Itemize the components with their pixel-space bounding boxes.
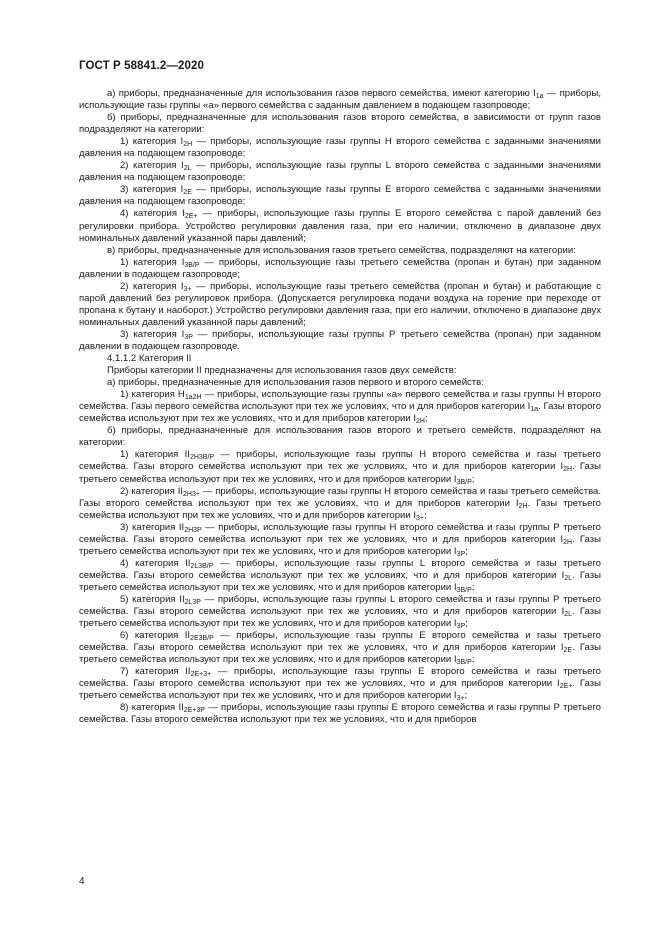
paragraph: 1) категория $I_{3B/P}$ — приборы, использующие газы третьего семейства (пропан и бутан) при заданном давлении в подающем газопроводе; <box>79 256 602 280</box>
page-number: 4 <box>79 876 85 887</box>
paragraph: 3) категория $II_{2H3P}$ — приборы, использующие газы группы Н второго семейства и газы группы Р третьего семейства. Газы второго семейства используют при тех же условиях, что и для приборов категории $I_{2H}$. Газы третьего семейства используют при тех же условиях, что и для приборов категории $I_{3P}$; <box>79 521 601 558</box>
paragraph: а) приборы, предназначенные для использования газов первого и второго семейств: <box>107 377 484 389</box>
paragraph: 7) категория $II_{2E+3+}$ — приборы, использующие газы группы Е второго семейства и газы третьего семейства. Газы второго семейства используют при тех же условиях, что и для приборов категории $I_{2E+}$. Газы третьего семейства используют при тех же условиях, что и для приборов категории $I_{3+}$; <box>79 666 601 703</box>
document-header: ГОСТ Р 58841.2—2020 <box>79 60 204 72</box>
paragraph: 3) категория $I_{3P}$ — приборы, использующие газы группы Р третьего семейства (пропан) при заданном давлении в подающем газопроводе. <box>79 328 601 352</box>
paragraph: 5) категория $II_{2L3P}$ — приборы, использующие газы группы L второго семейства и газы группы Р третьего семейства. Газы второго семейства используют при тех же условиях, что и для приборов категории $I_{2L}$. Газы третьего семейства используют при тех же условиях, что и для приборов категории $I_{3P}$; <box>79 593 601 631</box>
paragraph: 1) категория $H_{1a2H}$ — приборы, использующие газы группы «а» первого семейства и газы группы Н второго семейства. Газы первого семейства используют при тех же условиях, что и для приборов категории $I_{1a}$. Газы второго семейства используют при тех же условиях, что и для приборов категории $I_{2H}$; <box>79 389 601 426</box>
paragraph: 6) категория $II_{2E3B/P}$ — приборы, использующие газы группы Е второго семейства и газы третьего семейства. Газы второго семейства используют при тех же условиях, что и для приборов категории $I_{2E}$. Газы третьего семейства используют при тех же условиях, что и для приборов категории $I_{3B/P}$; <box>79 630 601 667</box>
paragraph: в) приборы, предназначенные для использования газов третьего семейства, подразделяют на категории: <box>107 244 576 256</box>
paragraph: а) приборы, предназначенные для использования газов первого семейства, имеют категорию $I_{1a}$ — приборы, использующие газы группы «а» первого семейства с заданным давлением в подающем газопроводе; <box>79 88 602 112</box>
paragraph: 4) категория $I_{2E+}$ — приборы, использующие газы группы Е второго семейства с парой давлений без регулировки прибора. Устройство регулировки давления газа, при его наличии, отключено в диапазоне двух номинальных давлений указанной пары давлений; <box>79 208 601 244</box>
paragraph: Приборы категории II предназначены для использования газов двух семейств: <box>107 365 457 377</box>
paragraph: 4) категория $II_{2L3B/P}$ — приборы, использующие газы группы L второго семейства и газы третьего семейства. Газы второго семейства используют при тех же условиях, что и для приборов категории $I_{2L}$. Газы третьего семейства используют при тех же условиях, что и для приборов категории $I_{3B/P}$; <box>79 557 601 594</box>
paragraph: 1) категория $I_{2H}$ — приборы, использующие газы группы Н второго семейства с заданными значениями давления на подающем газопроводе; <box>79 136 602 160</box>
paragraph: 3) категория $I_{2E}$ — приборы, использующие газы группы Е второго семейства с заданными значениями давления на подающем газопроводе; <box>79 184 601 208</box>
paragraph: 2) категория $I_{3+}$ — приборы, использующие газы третьего семейства (пропан и бутан) и работающие с парой давлений без регулировок прибора. (Допускается регулировка подачи воздуха на горение при переходе от пропана к бутану и наоборот.) Устройство регулировки давления газа, при его наличии, отключено в диапазоне двух номинальных давлений указанной пары давлений; <box>79 280 601 328</box>
paragraph: 2) категория $II_{2H3+}$ — приборы, использующие газы группы Н второго семейства и газы третьего семейства. Газы второго семейства используют при тех же условиях, что и для приборов категории $I_{2H}$. Газы третьего семейства используют при тех же условиях, что и для приборов категории $I_{3+}$; <box>79 485 601 522</box>
document-body <box>79 88 601 726</box>
paragraph: 8) категория $II_{2E+3P}$ — приборы, использующие газы группы Е второго семейства и газы группы Р третьего семейства. Газы второго семейства используют при тех же условиях, что и для приборов <box>79 702 601 726</box>
paragraph: 4.1.1.2 Категория II <box>107 353 192 365</box>
paragraph: б) приборы, предназначенные для использования газов второго и третьего семейств, подразделяют на категории: <box>79 425 601 449</box>
paragraph: б) приборы, предназначенные для использования газов второго семейства, в зависимости от групп газов подразделяют на категории: <box>79 112 601 136</box>
paragraph: 2) категория $I_{2L}$ — приборы, использующие газы группы L второго семейства с заданными значениями давления на подающем газопроводе; <box>79 160 602 184</box>
paragraph: 1) категория $II_{2H3B/P}$ — приборы, использующие газы группы Н второго семейства и газы третьего семейства. Газы второго семейства используют при тех же условиях, что и для приборов категории $I_{2H}$. Газы третьего семейства используют при тех же условиях, что и для приборов категории $I_{3B/P}$; <box>79 449 601 486</box>
